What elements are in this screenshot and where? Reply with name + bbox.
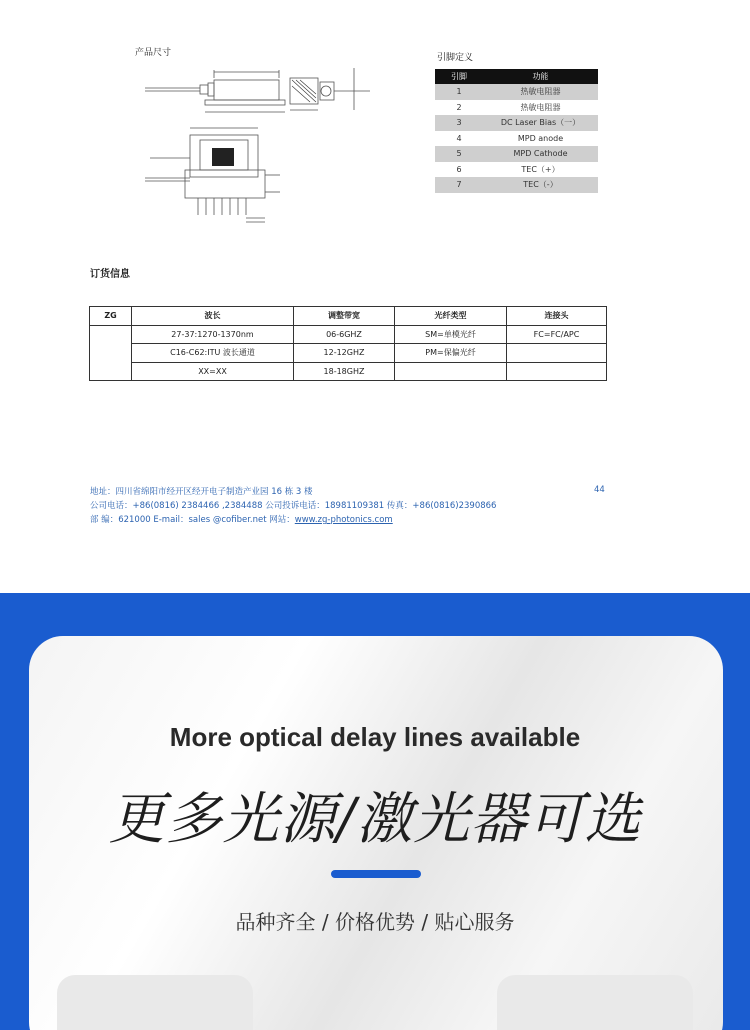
pin-number: 7: [435, 177, 483, 193]
order-header-connector: 连接头: [507, 307, 607, 326]
pin-definition-table: [435, 69, 598, 193]
order-wavelength: C16-C62:ITU 波长通道: [132, 344, 294, 363]
order-connector: [507, 362, 607, 381]
table-row: [435, 177, 598, 193]
table-row: [90, 344, 607, 363]
pin-heading: 引脚定义: [437, 53, 474, 63]
order-info-table: [89, 306, 607, 381]
pin-number: 4: [435, 131, 483, 147]
dimensions-heading: 产品尺寸: [135, 48, 172, 58]
promo-title-cn: 更多光源/激光器可选: [108, 787, 642, 852]
pin-number: 1: [435, 84, 483, 100]
contact-address: 地址：四川省绵阳市经开区经开电子制造产业园 16 栋 3 楼: [90, 487, 313, 497]
pin-function: 热敏电阻器: [483, 100, 598, 116]
contact-postal: [90, 513, 393, 525]
contact-postal-text: 部 编：621000 E-mail：sales @cofiber.net 网站：: [90, 515, 295, 525]
order-connector: [507, 344, 607, 363]
order-connector: FC=FC/APC: [507, 325, 607, 344]
product-thumbnail-left[interactable]: [57, 975, 253, 1030]
table-row: [435, 115, 598, 131]
page-number: 44: [594, 485, 605, 495]
table-row: [90, 362, 607, 381]
order-header-fiber: 光纤类型: [395, 307, 507, 326]
table-row: [435, 100, 598, 116]
pin-function: 热敏电阻器: [483, 84, 598, 100]
promo-title-en: More optical delay lines available: [169, 722, 581, 752]
pin-function: TEC（+）: [483, 162, 598, 178]
order-fiber: SM=单模光纤: [395, 325, 507, 344]
table-row: [435, 162, 598, 178]
order-header-zg: ZG: [90, 307, 132, 326]
website-link[interactable]: www.zg-photonics.com: [294, 515, 393, 525]
order-bandwidth: 18-18GHZ: [294, 362, 395, 381]
product-thumbnail-right[interactable]: [497, 975, 693, 1030]
order-wavelength: 27-37:1270-1370nm: [132, 325, 294, 344]
pin-function: MPD anode: [483, 131, 598, 147]
pin-function: MPD Cathode: [483, 146, 598, 162]
order-bandwidth: 12-12GHZ: [294, 344, 395, 363]
pin-function: TEC（-）: [483, 177, 598, 193]
table-row: [90, 325, 607, 344]
pin-table-header-row: [435, 69, 598, 84]
order-wavelength: XX=XX: [132, 362, 294, 381]
order-heading: 订货信息: [90, 269, 130, 280]
table-row: [435, 146, 598, 162]
pin-header-function: 功能: [483, 69, 598, 84]
pin-number: 5: [435, 146, 483, 162]
promo-accent-bar: [331, 870, 421, 878]
order-header-wavelength: 波长: [132, 307, 294, 326]
pin-number: 2: [435, 100, 483, 116]
promo-subtitle: 品种齐全 / 价格优势 / 贴心服务: [235, 910, 515, 934]
table-row: [435, 84, 598, 100]
top-view-drawing: [140, 120, 290, 225]
order-header-bandwidth: 调整带宽: [294, 307, 395, 326]
contact-phone: 公司电话：+86(0816) 2384466 ,2384488 公司投诉电话：18981109381 传真：+86(0816)2390866: [90, 501, 497, 511]
pin-header-pin: 引脚: [435, 69, 483, 84]
order-bandwidth: 06-6GHZ: [294, 325, 395, 344]
table-row: [435, 131, 598, 147]
order-zg-cell: [90, 325, 132, 381]
order-fiber: PM=保偏光纤: [395, 344, 507, 363]
pin-function: DC Laser Bias（一）: [483, 115, 598, 131]
pin-number: 3: [435, 115, 483, 131]
order-table-header-row: [90, 307, 607, 326]
pin-number: 6: [435, 162, 483, 178]
order-fiber: [395, 362, 507, 381]
